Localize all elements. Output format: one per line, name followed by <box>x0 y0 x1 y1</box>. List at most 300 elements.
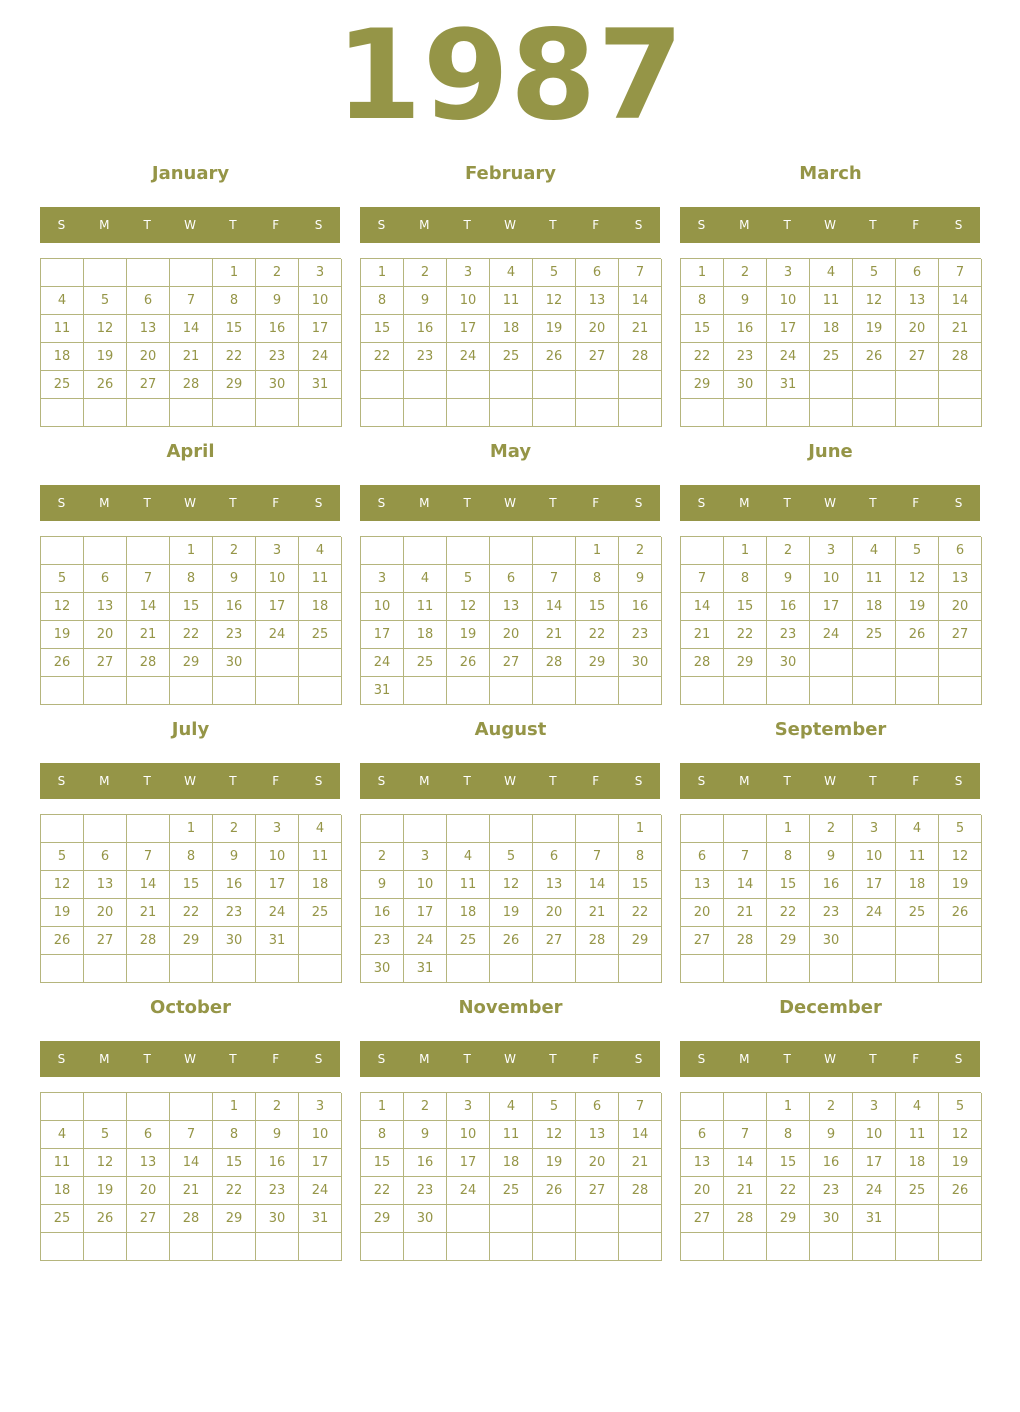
day-cell: 6 <box>681 1121 724 1149</box>
day-cell: 3 <box>299 1093 342 1121</box>
day-cell: 23 <box>619 621 662 649</box>
day-cell: 8 <box>681 287 724 315</box>
day-grid <box>360 1092 661 1261</box>
day-cell: 20 <box>84 621 127 649</box>
day-cell: 16 <box>810 871 853 899</box>
empty-cell <box>533 1205 576 1233</box>
empty-cell <box>84 1233 127 1261</box>
day-cell: 18 <box>41 1177 84 1205</box>
day-cell: 20 <box>576 315 619 343</box>
empty-cell <box>939 649 982 677</box>
day-cell: 1 <box>213 1093 256 1121</box>
weekday-label: T <box>229 1052 237 1066</box>
weekday-label: T <box>463 218 471 232</box>
empty-cell <box>127 399 170 427</box>
day-cell: 4 <box>896 1093 939 1121</box>
day-cell: 26 <box>939 899 982 927</box>
day-cell: 2 <box>404 1093 447 1121</box>
weekday-label: W <box>504 496 516 510</box>
weekday-label: M <box>739 218 750 232</box>
day-cell: 28 <box>170 371 213 399</box>
empty-cell <box>533 677 576 705</box>
day-cell: 27 <box>127 1205 170 1233</box>
month-name: February <box>464 163 557 184</box>
weekday-label: M <box>99 218 110 232</box>
day-cell: 24 <box>767 343 810 371</box>
day-cell: 23 <box>724 343 767 371</box>
empty-cell <box>767 677 810 705</box>
day-cell: 20 <box>896 315 939 343</box>
day-cell: 15 <box>724 593 767 621</box>
weekday-label: T <box>869 496 877 510</box>
day-cell: 17 <box>767 315 810 343</box>
day-cell: 19 <box>84 1177 127 1205</box>
day-cell: 4 <box>896 815 939 843</box>
day-cell: 20 <box>84 899 127 927</box>
month-name: September <box>774 719 887 740</box>
weekday-label: W <box>824 496 836 510</box>
weekday-label: T <box>869 218 877 232</box>
weekday-label: F <box>272 774 280 788</box>
day-cell: 11 <box>299 843 342 871</box>
day-cell: 22 <box>170 899 213 927</box>
day-cell: 25 <box>853 621 896 649</box>
day-cell: 16 <box>619 593 662 621</box>
day-cell: 10 <box>404 871 447 899</box>
empty-cell <box>256 649 299 677</box>
empty-cell <box>533 537 576 565</box>
day-cell: 16 <box>256 315 299 343</box>
day-cell: 1 <box>170 537 213 565</box>
day-cell: 24 <box>299 343 342 371</box>
day-cell: 19 <box>490 899 533 927</box>
day-cell: 11 <box>447 871 490 899</box>
empty-cell <box>170 677 213 705</box>
empty-cell <box>896 1233 939 1261</box>
empty-cell <box>299 649 342 677</box>
day-cell: 4 <box>299 815 342 843</box>
day-cell: 1 <box>576 537 619 565</box>
weekday-label: F <box>272 1052 280 1066</box>
empty-cell <box>447 371 490 399</box>
day-cell: 21 <box>681 621 724 649</box>
weekday-label: W <box>824 1052 836 1066</box>
weekday-label: S <box>314 774 323 788</box>
day-cell: 8 <box>724 565 767 593</box>
empty-cell <box>767 399 810 427</box>
weekday-label: F <box>272 496 280 510</box>
day-cell: 17 <box>256 593 299 621</box>
day-cell: 17 <box>256 871 299 899</box>
day-cell: 12 <box>490 871 533 899</box>
day-cell: 31 <box>256 927 299 955</box>
day-cell: 10 <box>299 1121 342 1149</box>
day-cell: 12 <box>896 565 939 593</box>
day-cell: 5 <box>490 843 533 871</box>
day-cell: 24 <box>404 927 447 955</box>
day-cell: 28 <box>170 1205 213 1233</box>
day-cell: 6 <box>896 259 939 287</box>
empty-cell <box>299 677 342 705</box>
day-cell: 30 <box>724 371 767 399</box>
empty-cell <box>767 955 810 983</box>
weekday-label: W <box>824 218 836 232</box>
weekday-label: S <box>57 774 66 788</box>
day-cell: 20 <box>533 899 576 927</box>
day-cell: 15 <box>170 593 213 621</box>
month-october <box>40 990 341 1260</box>
day-cell: 31 <box>853 1205 896 1233</box>
day-cell: 11 <box>41 315 84 343</box>
empty-cell <box>724 955 767 983</box>
day-cell: 11 <box>41 1149 84 1177</box>
day-cell: 5 <box>533 1093 576 1121</box>
day-cell: 4 <box>853 537 896 565</box>
day-cell: 7 <box>127 565 170 593</box>
empty-cell <box>939 371 982 399</box>
day-cell: 16 <box>404 315 447 343</box>
day-cell: 7 <box>170 1121 213 1149</box>
weekday-header <box>40 207 340 243</box>
day-cell: 2 <box>404 259 447 287</box>
day-cell: 14 <box>619 1121 662 1149</box>
empty-cell <box>213 1233 256 1261</box>
day-cell: 15 <box>681 315 724 343</box>
empty-cell <box>213 399 256 427</box>
day-cell: 6 <box>681 843 724 871</box>
day-cell: 30 <box>810 927 853 955</box>
day-cell: 9 <box>213 565 256 593</box>
day-cell: 6 <box>939 537 982 565</box>
day-cell: 13 <box>939 565 982 593</box>
day-cell: 4 <box>810 259 853 287</box>
day-cell: 29 <box>576 649 619 677</box>
empty-cell <box>299 927 342 955</box>
empty-cell <box>361 371 404 399</box>
day-cell: 2 <box>810 815 853 843</box>
day-cell: 30 <box>404 1205 447 1233</box>
day-cell: 30 <box>361 955 404 983</box>
day-cell: 21 <box>724 899 767 927</box>
day-cell: 26 <box>84 1205 127 1233</box>
weekday-label: F <box>272 218 280 232</box>
day-cell: 2 <box>724 259 767 287</box>
day-cell: 27 <box>939 621 982 649</box>
day-cell: 5 <box>533 259 576 287</box>
day-cell: 16 <box>810 1149 853 1177</box>
empty-cell <box>853 649 896 677</box>
day-cell: 19 <box>447 621 490 649</box>
empty-cell <box>810 399 853 427</box>
day-cell: 16 <box>256 1149 299 1177</box>
day-cell: 4 <box>490 1093 533 1121</box>
day-cell: 2 <box>619 537 662 565</box>
day-cell: 13 <box>896 287 939 315</box>
weekday-label: S <box>954 774 963 788</box>
empty-cell <box>681 677 724 705</box>
day-cell: 4 <box>447 843 490 871</box>
empty-cell <box>299 1233 342 1261</box>
empty-cell <box>213 677 256 705</box>
day-cell: 25 <box>41 371 84 399</box>
day-cell: 2 <box>213 537 256 565</box>
empty-cell <box>256 955 299 983</box>
day-cell: 12 <box>447 593 490 621</box>
weekday-label: M <box>99 774 110 788</box>
weekday-label: S <box>377 774 386 788</box>
day-cell: 4 <box>490 259 533 287</box>
weekday-label: M <box>99 496 110 510</box>
day-cell: 11 <box>299 565 342 593</box>
empty-cell <box>724 677 767 705</box>
day-cell: 21 <box>170 343 213 371</box>
day-cell: 25 <box>404 649 447 677</box>
empty-cell <box>41 1233 84 1261</box>
empty-cell <box>576 815 619 843</box>
day-cell: 26 <box>533 1177 576 1205</box>
day-cell: 12 <box>41 871 84 899</box>
empty-cell <box>361 815 404 843</box>
empty-cell <box>361 1233 404 1261</box>
day-cell: 14 <box>170 315 213 343</box>
day-cell: 12 <box>533 1121 576 1149</box>
day-cell: 28 <box>127 649 170 677</box>
day-cell: 28 <box>619 1177 662 1205</box>
weekday-label: T <box>229 218 237 232</box>
day-cell: 22 <box>361 343 404 371</box>
empty-cell <box>853 399 896 427</box>
day-cell: 27 <box>84 649 127 677</box>
day-cell: 5 <box>447 565 490 593</box>
weekday-label: F <box>912 1052 920 1066</box>
day-cell: 16 <box>361 899 404 927</box>
day-cell: 21 <box>724 1177 767 1205</box>
day-cell: 8 <box>213 1121 256 1149</box>
day-cell: 26 <box>447 649 490 677</box>
day-cell: 3 <box>404 843 447 871</box>
day-cell: 7 <box>724 843 767 871</box>
day-cell: 24 <box>361 649 404 677</box>
weekday-header <box>40 485 340 521</box>
day-cell: 31 <box>404 955 447 983</box>
empty-cell <box>939 927 982 955</box>
day-cell: 20 <box>127 1177 170 1205</box>
month-name: August <box>474 719 547 740</box>
day-cell: 3 <box>767 259 810 287</box>
month-name: December <box>779 997 882 1018</box>
day-cell: 5 <box>939 1093 982 1121</box>
empty-cell <box>896 649 939 677</box>
day-cell: 18 <box>490 315 533 343</box>
day-cell: 10 <box>767 287 810 315</box>
day-cell: 24 <box>299 1177 342 1205</box>
day-cell: 27 <box>681 927 724 955</box>
day-cell: 29 <box>170 649 213 677</box>
day-cell: 23 <box>213 621 256 649</box>
day-cell: 13 <box>576 1121 619 1149</box>
day-cell: 18 <box>810 315 853 343</box>
day-cell: 26 <box>490 927 533 955</box>
day-cell: 9 <box>810 843 853 871</box>
day-cell: 5 <box>84 1121 127 1149</box>
weekday-label: W <box>184 1052 196 1066</box>
empty-cell <box>170 955 213 983</box>
day-cell: 6 <box>490 565 533 593</box>
weekday-label: T <box>783 496 791 510</box>
weekday-label: S <box>954 218 963 232</box>
day-cell: 19 <box>853 315 896 343</box>
empty-cell <box>490 399 533 427</box>
day-cell: 8 <box>767 1121 810 1149</box>
empty-cell <box>447 815 490 843</box>
weekday-header <box>360 485 660 521</box>
empty-cell <box>170 399 213 427</box>
day-cell: 5 <box>41 565 84 593</box>
empty-cell <box>896 955 939 983</box>
empty-cell <box>447 1205 490 1233</box>
day-cell: 13 <box>681 1149 724 1177</box>
day-cell: 11 <box>404 593 447 621</box>
day-cell: 12 <box>939 1121 982 1149</box>
day-cell: 11 <box>490 1121 533 1149</box>
day-cell: 2 <box>361 843 404 871</box>
weekday-label: W <box>824 774 836 788</box>
day-cell: 27 <box>896 343 939 371</box>
empty-cell <box>681 537 724 565</box>
weekday-label: M <box>739 774 750 788</box>
day-cell: 19 <box>533 315 576 343</box>
empty-cell <box>127 955 170 983</box>
day-cell: 3 <box>853 1093 896 1121</box>
day-cell: 7 <box>681 565 724 593</box>
day-cell: 14 <box>576 871 619 899</box>
day-cell: 15 <box>619 871 662 899</box>
day-cell: 16 <box>213 871 256 899</box>
empty-cell <box>41 955 84 983</box>
day-cell: 26 <box>896 621 939 649</box>
day-cell: 26 <box>41 927 84 955</box>
day-cell: 29 <box>767 1205 810 1233</box>
month-november <box>360 990 661 1260</box>
empty-cell <box>447 399 490 427</box>
day-cell: 13 <box>681 871 724 899</box>
empty-cell <box>447 955 490 983</box>
month-name: November <box>458 997 563 1018</box>
weekday-label: F <box>592 496 600 510</box>
day-cell: 31 <box>299 371 342 399</box>
empty-cell <box>619 1205 662 1233</box>
empty-cell <box>896 1205 939 1233</box>
day-cell: 21 <box>576 899 619 927</box>
day-cell: 12 <box>533 287 576 315</box>
empty-cell <box>853 1233 896 1261</box>
weekday-label: T <box>549 774 557 788</box>
weekday-label: M <box>419 1052 430 1066</box>
day-cell: 8 <box>170 565 213 593</box>
weekday-label: W <box>184 774 196 788</box>
weekday-label: S <box>954 496 963 510</box>
day-cell: 14 <box>127 593 170 621</box>
empty-cell <box>576 371 619 399</box>
day-cell: 31 <box>299 1205 342 1233</box>
day-cell: 9 <box>361 871 404 899</box>
day-cell: 24 <box>810 621 853 649</box>
empty-cell <box>533 399 576 427</box>
day-cell: 2 <box>256 1093 299 1121</box>
day-cell: 13 <box>576 287 619 315</box>
empty-cell <box>853 927 896 955</box>
day-cell: 9 <box>724 287 767 315</box>
empty-cell <box>447 677 490 705</box>
day-cell: 11 <box>490 287 533 315</box>
day-cell: 21 <box>939 315 982 343</box>
weekday-header <box>360 763 660 799</box>
weekday-label: W <box>504 774 516 788</box>
day-grid <box>360 814 661 983</box>
day-cell: 24 <box>256 899 299 927</box>
day-cell: 23 <box>404 1177 447 1205</box>
day-cell: 17 <box>853 1149 896 1177</box>
day-cell: 18 <box>299 593 342 621</box>
day-cell: 29 <box>767 927 810 955</box>
day-cell: 23 <box>361 927 404 955</box>
day-cell: 19 <box>939 871 982 899</box>
day-cell: 26 <box>84 371 127 399</box>
day-cell: 22 <box>576 621 619 649</box>
day-cell: 26 <box>533 343 576 371</box>
day-cell: 27 <box>490 649 533 677</box>
weekday-label: F <box>912 218 920 232</box>
empty-cell <box>447 537 490 565</box>
empty-cell <box>939 399 982 427</box>
empty-cell <box>619 371 662 399</box>
empty-cell <box>299 399 342 427</box>
month-name: May <box>489 441 532 462</box>
empty-cell <box>404 537 447 565</box>
empty-cell <box>404 371 447 399</box>
month-name: June <box>808 441 853 462</box>
day-cell: 7 <box>576 843 619 871</box>
empty-cell <box>810 649 853 677</box>
empty-cell <box>41 677 84 705</box>
day-cell: 18 <box>853 593 896 621</box>
day-cell: 22 <box>213 343 256 371</box>
day-cell: 29 <box>619 927 662 955</box>
day-cell: 20 <box>576 1149 619 1177</box>
weekday-label: T <box>549 1052 557 1066</box>
empty-cell <box>404 399 447 427</box>
day-cell: 4 <box>404 565 447 593</box>
empty-cell <box>41 537 84 565</box>
empty-cell <box>619 1233 662 1261</box>
day-cell: 25 <box>41 1205 84 1233</box>
day-cell: 14 <box>681 593 724 621</box>
day-cell: 6 <box>127 1121 170 1149</box>
weekday-label: S <box>314 496 323 510</box>
empty-cell <box>256 677 299 705</box>
day-cell: 22 <box>767 899 810 927</box>
day-cell: 3 <box>447 1093 490 1121</box>
day-cell: 15 <box>170 871 213 899</box>
day-cell: 25 <box>810 343 853 371</box>
empty-cell <box>490 537 533 565</box>
empty-cell <box>299 955 342 983</box>
day-cell: 23 <box>810 899 853 927</box>
empty-cell <box>576 677 619 705</box>
month-june <box>680 434 981 704</box>
empty-cell <box>896 399 939 427</box>
day-cell: 5 <box>84 287 127 315</box>
